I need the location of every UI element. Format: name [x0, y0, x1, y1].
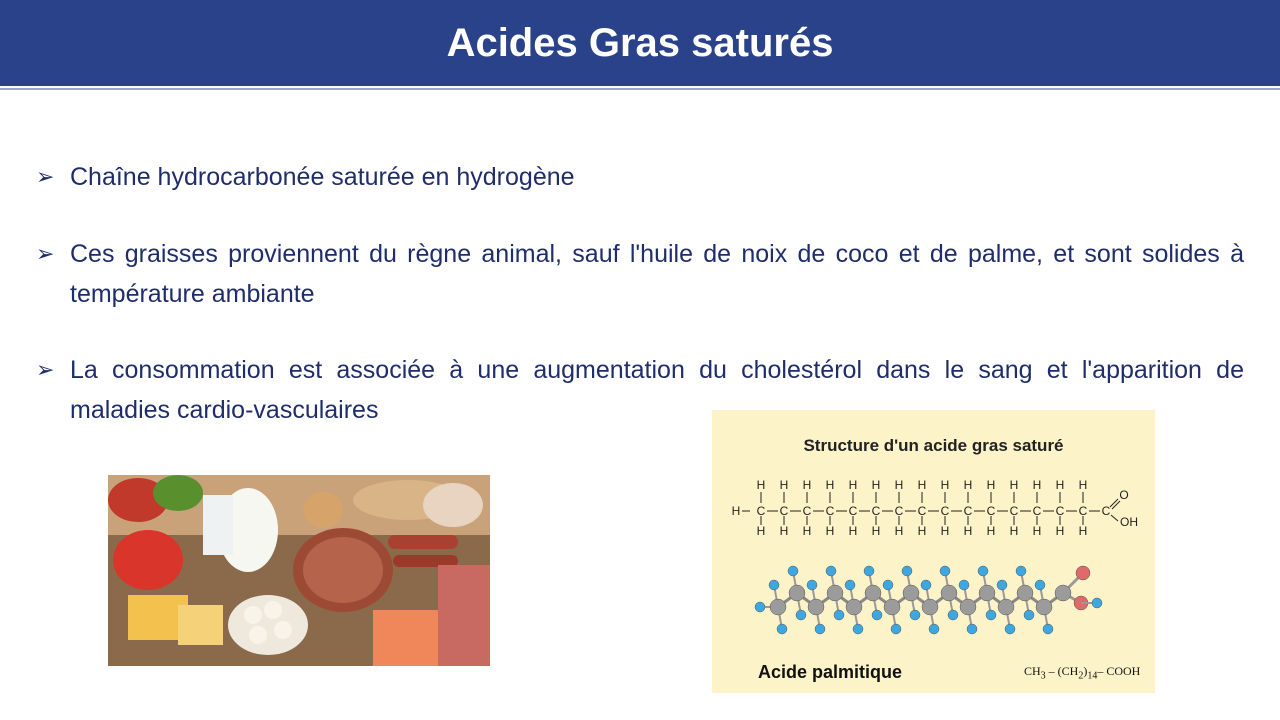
hydrogen-ball: [921, 580, 931, 590]
oxygen-atom: O: [1119, 488, 1129, 502]
hydrogen-atom: H: [986, 478, 996, 492]
oxygen-ball: [1076, 566, 1090, 580]
carbon-ball: [1017, 585, 1033, 601]
hydrogen-ball: [902, 566, 912, 576]
hydrogen-ball: [1035, 580, 1045, 590]
hydrogen-atom: H: [871, 478, 881, 492]
carbon-atom: C: [802, 504, 812, 518]
arrow-bullet-icon: ➢: [36, 357, 55, 382]
carbon-atom: C: [825, 504, 835, 518]
hydrogen-ball: [978, 566, 988, 576]
carbon-atom: C: [1055, 504, 1065, 518]
hydrogen-atom: H: [940, 524, 950, 538]
hydrogen-ball: [834, 610, 844, 620]
hydrogen-ball: [826, 566, 836, 576]
carbon-atom: C: [894, 504, 904, 518]
food-photo-icon: [108, 475, 490, 666]
hydrogen-atom: H: [756, 478, 766, 492]
hydrogen-atom: H: [802, 478, 812, 492]
carbon-atom: C: [848, 504, 858, 518]
bullet-text: Ces graisses proviennent du règne animal, sauf l'huile de noix de coco et de palme, et sont solides à température ambiante: [70, 240, 1244, 308]
figure-title: Structure d'un acide gras saturé: [803, 436, 1064, 455]
bullet-text: La consommation est associée à une augmentation du cholestérol dans le sang et l'apparition de maladies cardio-vasculaires: [70, 356, 1244, 424]
hydrogen-atom: H: [1009, 524, 1019, 538]
bullet-item: [36, 234, 1244, 314]
carbon-ball: [1055, 585, 1071, 601]
hydrogen-ball: [883, 580, 893, 590]
hydrogen-ball: [948, 610, 958, 620]
hydrogen-ball: [891, 624, 901, 634]
hydrogen-ball: [1016, 566, 1026, 576]
hydrogen-ball: [872, 610, 882, 620]
food-photo: [108, 475, 490, 666]
hydrogen-atom: H: [825, 524, 835, 538]
formula-part: – COOH: [1097, 664, 1141, 678]
carbon-ball: [979, 585, 995, 601]
hydrogen-ball: [815, 624, 825, 634]
hydrogen-ball: [986, 610, 996, 620]
formula-subscript: 14: [1087, 670, 1098, 682]
hydrogen-atom: H: [963, 524, 973, 538]
fatty-acid-structure-figure: [712, 410, 1155, 693]
structural-formula-diagram: [712, 410, 1155, 693]
carbon-ball: [789, 585, 805, 601]
hydrogen-atom: H: [917, 524, 927, 538]
hydrogen-ball: [755, 602, 765, 612]
bullet-item: [36, 157, 1244, 197]
hydrogen-ball: [967, 624, 977, 634]
hydrogen-atom: H: [1078, 478, 1088, 492]
hydrogen-ball: [929, 624, 939, 634]
hydrogen-atom: H: [1032, 478, 1042, 492]
bond: [1112, 501, 1120, 509]
carbon-ball: [884, 599, 900, 615]
carbon-atom: C: [871, 504, 881, 518]
hydrogen-atom: H: [779, 478, 789, 492]
hydrogen-atom: H: [731, 504, 741, 518]
arrow-bullet-icon: ➢: [36, 241, 55, 266]
hydrogen-ball: [769, 580, 779, 590]
hydrogen-ball: [864, 566, 874, 576]
carbon-atom: C: [940, 504, 950, 518]
formula-subscript: 3: [1040, 670, 1046, 682]
hydrogen-atom: H: [802, 524, 812, 538]
hydrogen-atom: H: [1032, 524, 1042, 538]
carbon-atom: C: [1032, 504, 1042, 518]
hydrogen-atom: H: [779, 524, 789, 538]
carbon-atom: C: [1101, 504, 1111, 518]
hydrogen-ball: [1024, 610, 1034, 620]
hydrogen-atom: H: [848, 524, 858, 538]
carbon-ball: [960, 599, 976, 615]
carbon-ball: [865, 585, 881, 601]
hydrogen-atom: H: [1009, 478, 1019, 492]
bond: [1111, 515, 1118, 521]
carbon-ball: [998, 599, 1014, 615]
carbon-ball: [903, 585, 919, 601]
hydrogen-ball: [959, 580, 969, 590]
hydrogen-atom: H: [848, 478, 858, 492]
hydroxyl-group: OH: [1120, 515, 1138, 529]
molecule-label: Acide palmitique: [758, 662, 903, 682]
carbon-ball: [770, 599, 786, 615]
carbon-ball: [922, 599, 938, 615]
hydrogen-ball: [1005, 624, 1015, 634]
hydrogen-atom: H: [894, 478, 904, 492]
chemical-formula: [1024, 664, 1140, 681]
hydrogen-ball: [807, 580, 817, 590]
header-divider: [0, 88, 1280, 90]
bond: [1110, 499, 1118, 507]
hydrogen-ball: [997, 580, 1007, 590]
carbon-atom: C: [917, 504, 927, 518]
hydrogen-atom: H: [825, 478, 835, 492]
hydrogen-atom: H: [1078, 524, 1088, 538]
slide-title: Acides Gras saturés: [446, 20, 834, 65]
hydrogen-atom: H: [756, 524, 766, 538]
carbon-ball: [941, 585, 957, 601]
hydrogen-ball: [796, 610, 806, 620]
hydrogen-atom: H: [871, 524, 881, 538]
hydrogen-atom: H: [986, 524, 996, 538]
hydrogen-ball: [940, 566, 950, 576]
hydrogen-ball: [1043, 624, 1053, 634]
carbon-atom: C: [1078, 504, 1088, 518]
hydrogen-ball: [777, 624, 787, 634]
formula-subscript: 2: [1078, 670, 1084, 682]
hydrogen-ball: [845, 580, 855, 590]
hydrogen-atom: H: [1055, 478, 1065, 492]
carbon-ball: [846, 599, 862, 615]
hydrogen-atom: H: [963, 478, 973, 492]
formula-part: CH: [1024, 664, 1041, 678]
hydrogen-ball: [853, 624, 863, 634]
hydrogen-atom: H: [1055, 524, 1065, 538]
hydrogen-ball: [1092, 598, 1102, 608]
carbon-ball: [1036, 599, 1052, 615]
carbon-atom: C: [779, 504, 789, 518]
formula-part: ): [1083, 664, 1088, 678]
bullet-text: Chaîne hydrocarbonée saturée en hydrogène: [70, 163, 575, 191]
hydrogen-ball: [910, 610, 920, 620]
formula-part: – (CH: [1045, 664, 1079, 678]
slide-header: [0, 0, 1280, 86]
hydrogen-ball: [788, 566, 798, 576]
hydrogen-atom: H: [940, 478, 950, 492]
hydrogen-atom: H: [894, 524, 904, 538]
carbon-ball: [827, 585, 843, 601]
carbon-atom: C: [986, 504, 996, 518]
hydrogen-atom: H: [917, 478, 927, 492]
arrow-bullet-icon: ➢: [36, 164, 55, 189]
carbon-atom: C: [963, 504, 973, 518]
carbon-atom: C: [756, 504, 766, 518]
carbon-ball: [808, 599, 824, 615]
carbon-atom: C: [1009, 504, 1019, 518]
